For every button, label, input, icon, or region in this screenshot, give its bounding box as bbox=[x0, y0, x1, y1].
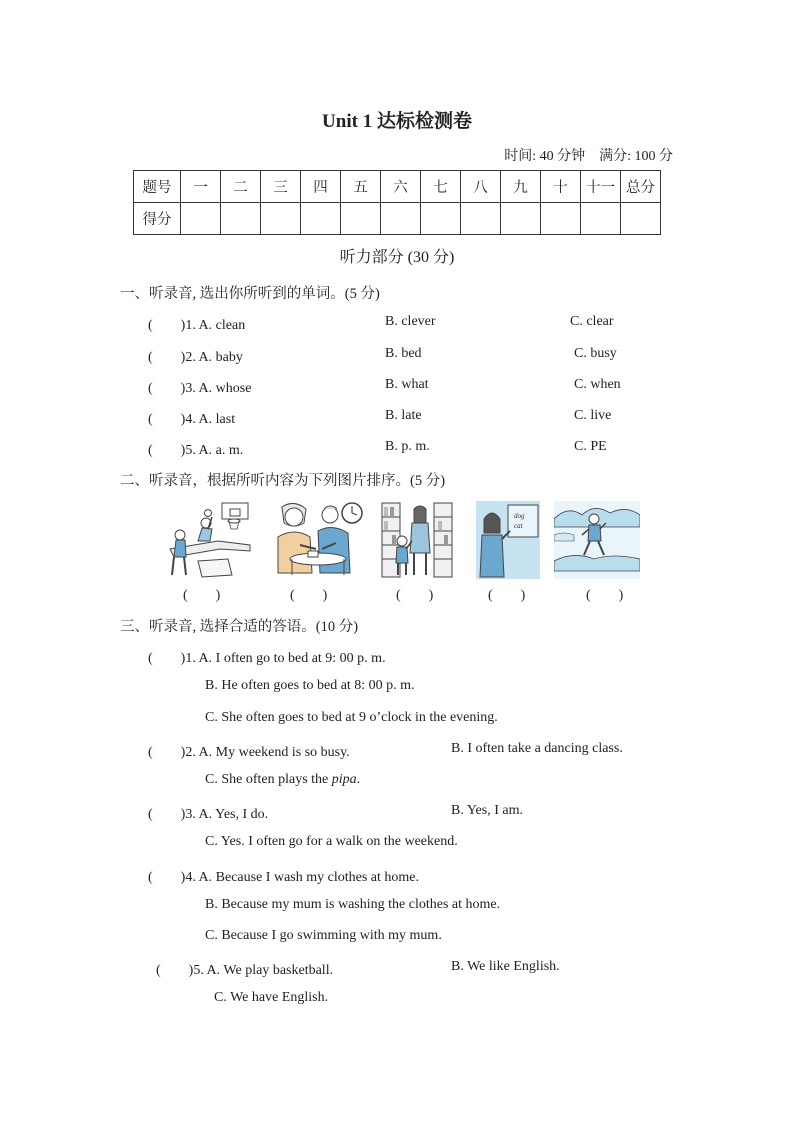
score-cell-5: 五 bbox=[341, 171, 381, 203]
score-cell-label: 题号 bbox=[134, 171, 181, 203]
answer-bracket-1[interactable]: ( ) bbox=[183, 588, 221, 603]
score-input-2[interactable] bbox=[221, 203, 261, 235]
s3-q1-a: ( )1. A. I often go to bed at 9: 00 p. m. bbox=[148, 651, 386, 666]
s3-q3-b: B. Yes, I am. bbox=[451, 803, 523, 818]
picture-running-boy bbox=[554, 501, 640, 579]
score-cell-7: 七 bbox=[421, 171, 461, 203]
s1-q4-a: ( )4. A. last bbox=[148, 412, 236, 427]
s3-q1-b: B. He often goes to bed at 8: 00 p. m. bbox=[205, 678, 415, 693]
score-table bbox=[133, 170, 661, 235]
answer-bracket-3[interactable]: ( ) bbox=[396, 588, 434, 603]
s3-q3-a: ( )3. A. Yes, I do. bbox=[148, 807, 269, 822]
picture-basketball bbox=[168, 501, 254, 579]
s1-q3-c: C. when bbox=[574, 377, 621, 392]
s3-q4-a: ( )4. A. Because I wash my clothes at home. bbox=[148, 870, 419, 885]
section1-heading: 一、听录音, 选出你所听到的单词。(5 分) bbox=[120, 286, 380, 302]
score-cell-9: 九 bbox=[501, 171, 541, 203]
score-cell-6: 六 bbox=[381, 171, 421, 203]
s3-q2-c bbox=[205, 772, 360, 788]
score-cell-4: 四 bbox=[301, 171, 341, 203]
section2-heading: 二、听录音，根据所听内容为下列图片排序。(5 分) bbox=[120, 473, 446, 489]
s3-q2-b: B. I often take a dancing class. bbox=[451, 741, 623, 756]
score-row-label: 得分 bbox=[134, 203, 181, 235]
s3-q4-b: B. Because my mum is washing the clothes at home. bbox=[205, 897, 501, 912]
s3-q5-a: ( )5. A. We play basketball. bbox=[156, 963, 334, 978]
s1-q1-b: B. clever bbox=[385, 314, 436, 329]
score-input-7[interactable] bbox=[421, 203, 461, 235]
s1-q1-c: C. clear bbox=[570, 314, 614, 329]
score-input-1[interactable] bbox=[181, 203, 221, 235]
s3-q2-c-end: . bbox=[356, 772, 361, 787]
s1-q2-a: ( )2. A. baby bbox=[148, 350, 243, 365]
s3-q5-c: C. We have English. bbox=[214, 990, 329, 1005]
s1-q4-c: C. live bbox=[574, 408, 612, 423]
s1-q1-a: ( )1. A. clean bbox=[148, 318, 246, 333]
score-cell-2: 二 bbox=[221, 171, 261, 203]
s3-q1-c: C. She often goes to bed at 9 o’clock in the evening. bbox=[205, 710, 498, 725]
score-input-6[interactable] bbox=[381, 203, 421, 235]
listening-section-heading: 听力部分 (30 分) bbox=[339, 249, 455, 266]
board-text-cat: cat bbox=[514, 522, 523, 530]
s1-q5-b: B. p. m. bbox=[385, 439, 430, 454]
page-title: Unit 1 达标检测卷 bbox=[322, 111, 472, 132]
score-input-total[interactable] bbox=[621, 203, 661, 235]
answer-bracket-5[interactable]: ( ) bbox=[586, 588, 624, 603]
s3-q2-c-em: pipa bbox=[331, 772, 357, 787]
answer-bracket-2[interactable]: ( ) bbox=[290, 588, 328, 603]
answer-bracket-4[interactable]: ( ) bbox=[488, 588, 526, 603]
s1-q2-b: B. bed bbox=[385, 346, 422, 361]
board-text-dog: dog bbox=[514, 512, 525, 520]
score-input-4[interactable] bbox=[301, 203, 341, 235]
s1-q5-c: C. PE bbox=[574, 439, 607, 454]
s3-q4-c: C. Because I go swimming with my mum. bbox=[205, 928, 442, 943]
score-cell-11: 十一 bbox=[581, 171, 621, 203]
s1-q5-a: ( )5. A. a. m. bbox=[148, 443, 244, 458]
picture-teacher-board bbox=[476, 501, 540, 579]
s3-q5-b: B. We like English. bbox=[451, 959, 560, 974]
score-input-9[interactable] bbox=[501, 203, 541, 235]
section3-heading: 三、听录音, 选择合适的答语。(10 分) bbox=[120, 619, 359, 635]
s1-q3-b: B. what bbox=[385, 377, 429, 392]
score-input-3[interactable] bbox=[261, 203, 301, 235]
score-cell-8: 八 bbox=[461, 171, 501, 203]
s1-q4-b: B. late bbox=[385, 408, 422, 423]
score-input-5[interactable] bbox=[341, 203, 381, 235]
s3-q2-c-text: C. She often plays the bbox=[205, 772, 332, 787]
picture-grandparents-clock bbox=[272, 501, 364, 579]
score-cell-10: 十 bbox=[541, 171, 581, 203]
score-input-8[interactable] bbox=[461, 203, 501, 235]
s3-q3-c: C. Yes. I often go for a walk on the weekend. bbox=[205, 834, 458, 849]
s3-q2-a: ( )2. A. My weekend is so busy. bbox=[148, 745, 350, 760]
time-score-info: 时间: 40 分钟 满分: 100 分 bbox=[504, 149, 673, 164]
score-cell-3: 三 bbox=[261, 171, 301, 203]
score-table-header-row bbox=[134, 171, 661, 203]
picture-supermarket bbox=[380, 501, 454, 579]
s1-q3-a: ( )3. A. whose bbox=[148, 381, 252, 396]
s1-q2-c: C. busy bbox=[574, 346, 617, 361]
score-input-10[interactable] bbox=[541, 203, 581, 235]
score-table-score-row bbox=[134, 203, 661, 235]
score-cell-total: 总分 bbox=[621, 171, 661, 203]
score-cell-1: 一 bbox=[181, 171, 221, 203]
score-input-11[interactable] bbox=[581, 203, 621, 235]
